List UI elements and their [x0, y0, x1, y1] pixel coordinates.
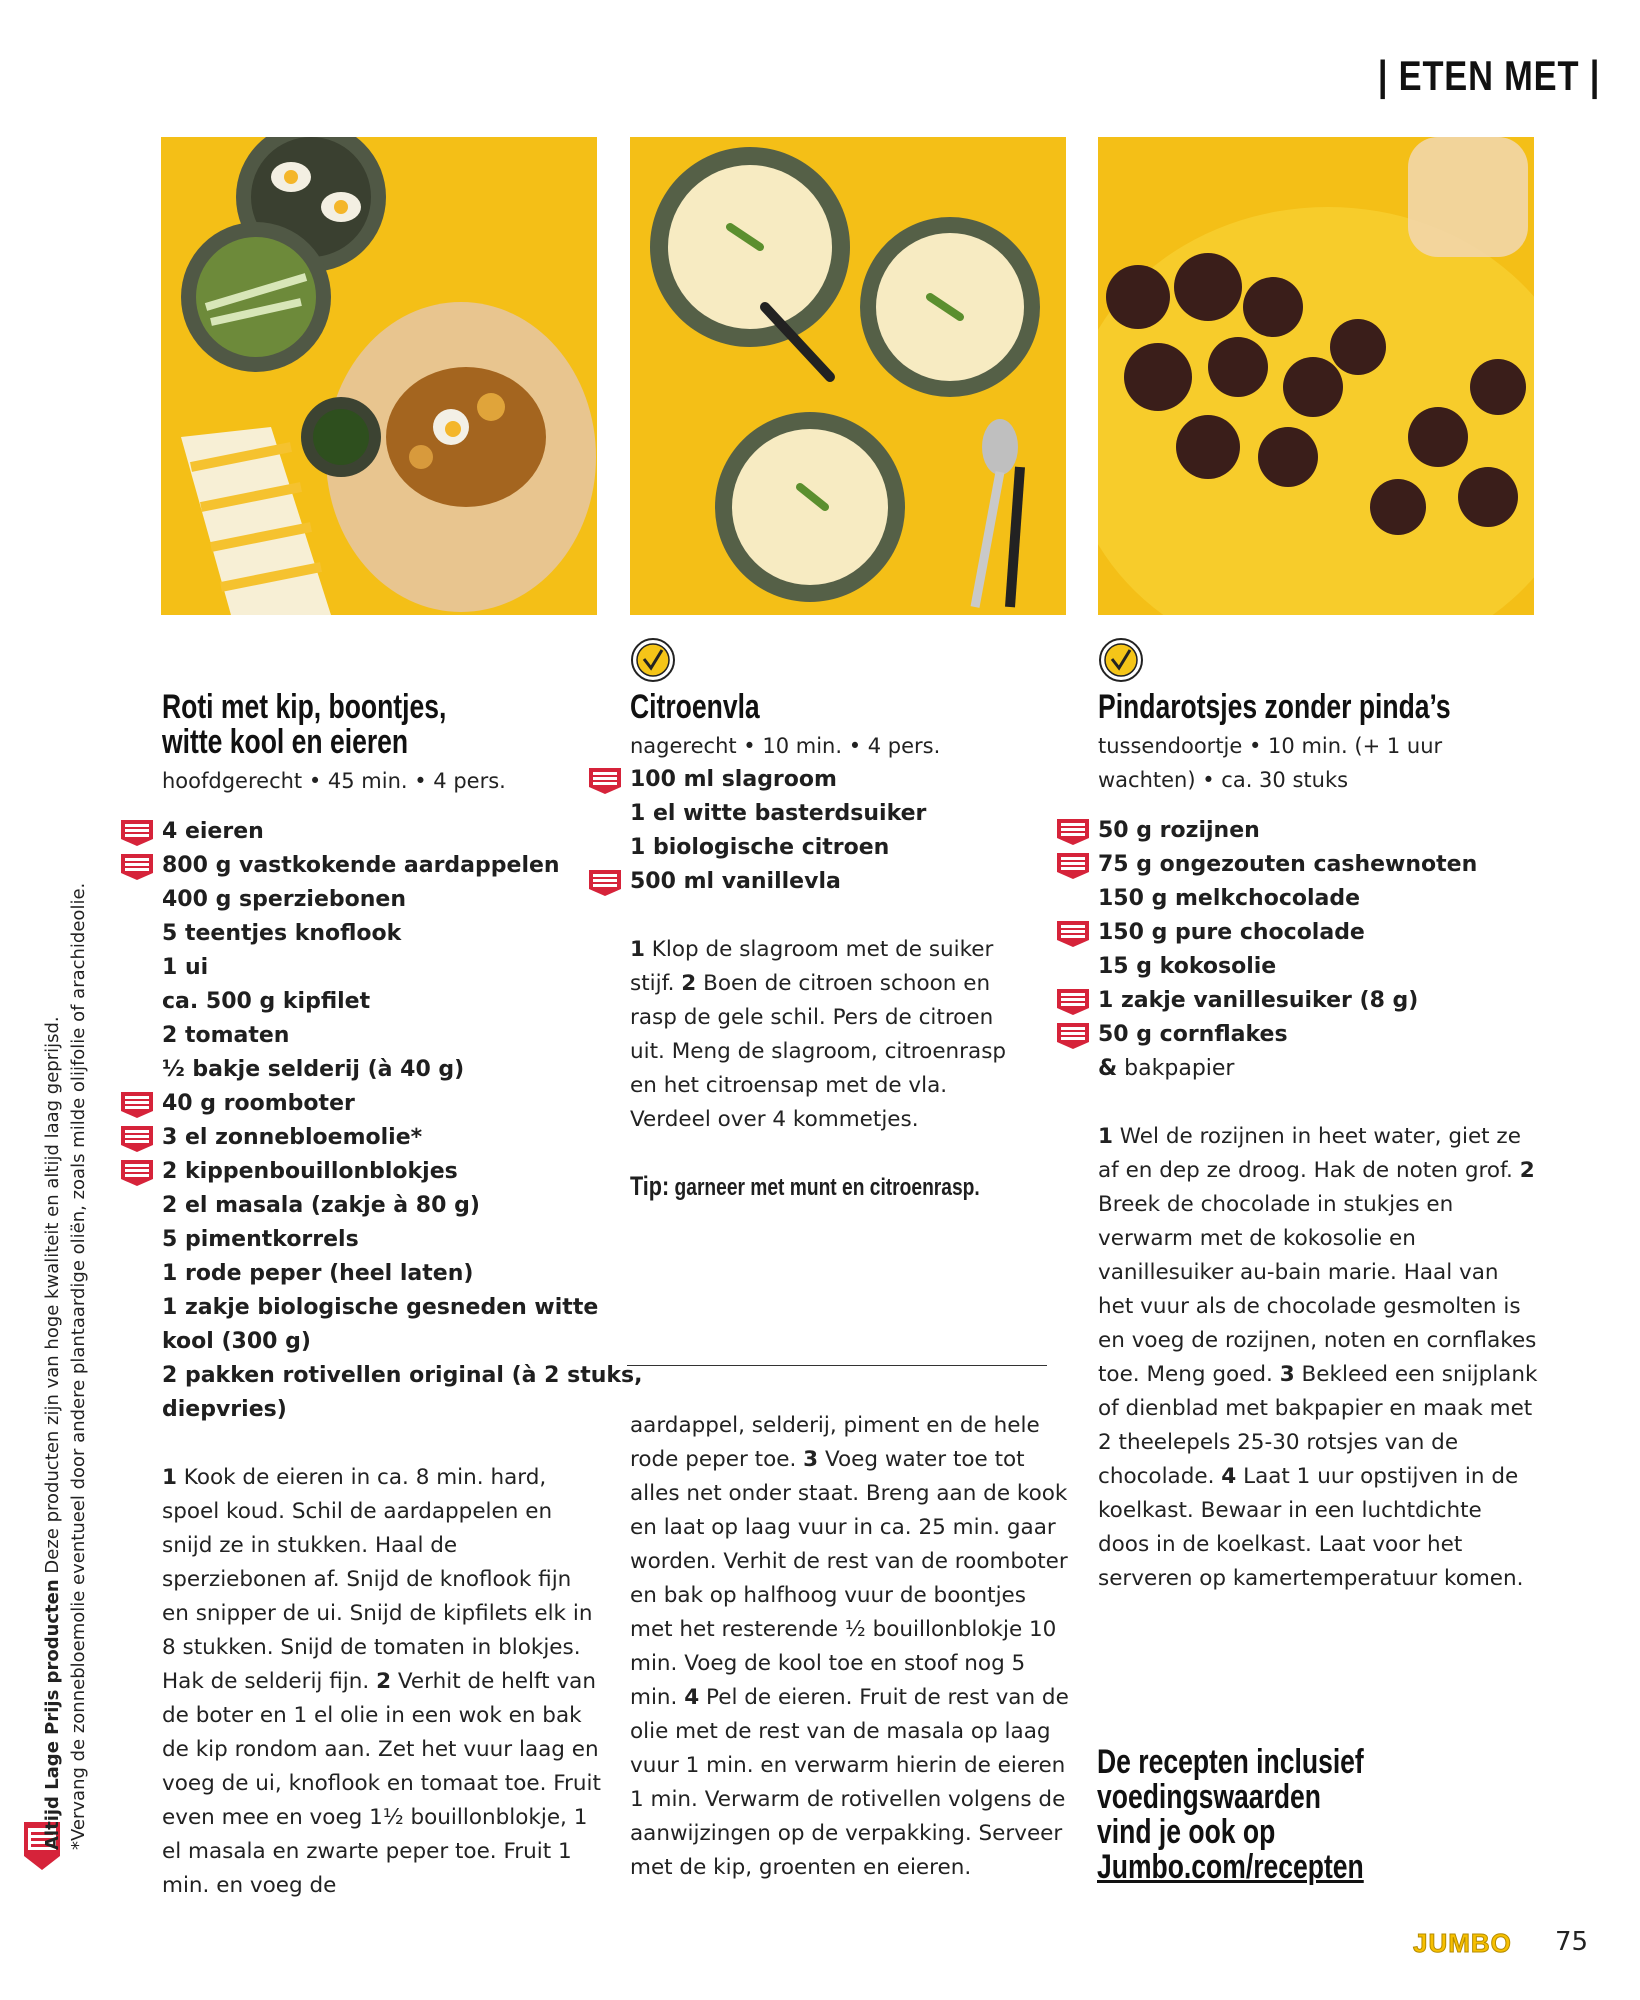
ingredient-text: 1 biologische citroen — [630, 835, 890, 860]
ingredient-text: 1 zakje vanillesuiker (8 g) — [1098, 988, 1419, 1013]
ingredient-item — [162, 917, 602, 951]
ingredient-item — [162, 1053, 602, 1087]
step-number: 2 — [681, 971, 697, 996]
recipe-title: Pindarotsjes zonder pinda’s — [1098, 688, 1451, 726]
ingredient-item — [162, 1257, 602, 1291]
ingredient-text: 5 pimentkorrels — [162, 1227, 359, 1252]
roti-photo — [161, 137, 597, 615]
ingredient-text: 150 g melkchocolade — [1098, 886, 1361, 911]
step-number: 4 — [684, 1685, 700, 1710]
altijd-lage-prijs-icon — [1056, 920, 1090, 948]
page-number: 75 — [1555, 1927, 1589, 1957]
ingredient-text: 100 ml slagroom — [630, 767, 837, 792]
step-text: Pel de eieren. Fruit de rest van de olie met de rest van de masala op laag vuur 1 min. en verwarm hierin de eieren 1 min. Verwarm de rotivellen volgens de aanwijzingen op de verpakking. Serveer met de kip, groenten en eieren. — [630, 1685, 1069, 1880]
promo-line: vind je ook op — [1097, 1813, 1276, 1851]
promo-line: De recepten inclusief — [1097, 1743, 1364, 1781]
altijd-lage-prijs-icon — [120, 853, 154, 881]
step-text: aardappel, selderij, piment en de hele rode peper toe. — [630, 1413, 1040, 1472]
step-text: Breek de chocolade in stukjes en verwarm met de kokosolie en vanillesuiker au-bain marie. Haal van het vuur als de chocolade gesmolten is en voeg de rozijnen, noten en cornflakes toe. Meng goed. — [1098, 1192, 1537, 1387]
vegetarian-check-icon — [630, 637, 676, 683]
ingredient-text: 800 g vastkokende aardappelen — [162, 853, 560, 878]
ingredient-item — [162, 1189, 602, 1223]
step-number: 2 — [376, 1669, 392, 1694]
altijd-lage-prijs-icon — [120, 1091, 154, 1119]
ingredient-item — [630, 865, 1070, 899]
ingredient-text: bakpapier — [1117, 1056, 1235, 1081]
ingredient-text: ca. 500 g kipfilet — [162, 989, 371, 1014]
ingredient-item — [1098, 984, 1538, 1018]
ingredient-text: 1 rode peper (heel laten) — [162, 1261, 474, 1286]
ingredient-item — [1098, 848, 1538, 882]
recipe-title — [162, 690, 599, 760]
ingredient-text: 5 teentjes knoflook — [162, 921, 402, 946]
ingredient-item — [1098, 882, 1538, 916]
ingredient-item — [162, 1325, 602, 1359]
ingredient-text: 4 eieren — [162, 819, 264, 844]
ingredient-text: 50 g rozijnen — [1098, 818, 1260, 843]
ingredient-item — [162, 849, 602, 883]
ingredient-text: 1 el witte basterdsuiker — [630, 801, 927, 826]
ingredient-text: 40 g roomboter — [162, 1091, 355, 1116]
ingredient-item — [630, 797, 1070, 831]
ingredient-item — [162, 951, 602, 985]
ingredient-list — [1098, 814, 1538, 1052]
ingredient-item — [162, 1019, 602, 1053]
step-number: 3 — [1279, 1362, 1295, 1387]
ingredient-text: 3 el zonnebloemolie* — [162, 1125, 423, 1150]
step-number: 1 — [162, 1465, 177, 1490]
recipe-meta: tussendoortje • 10 min. (+ 1 uur wachten) • ca. 30 stuks — [1098, 734, 1443, 792]
recipe-meta: hoofdgerecht • 45 min. • 4 pers. — [162, 769, 506, 793]
preparation-steps — [1098, 1120, 1538, 1596]
ingredient-item — [162, 1291, 602, 1325]
ingredient-item — [1098, 916, 1538, 950]
preparation-steps — [630, 1409, 1070, 1885]
jumbo-logo: JUMBO — [1413, 1928, 1512, 1958]
ingredient-text: 15 g kokosolie — [1098, 954, 1277, 979]
ingredient-text: 1 ui — [162, 955, 209, 980]
ingredient-item — [162, 883, 602, 917]
ingredient-item — [162, 1393, 602, 1427]
section-tag: | ETEN MET | — [1377, 52, 1600, 99]
recipe-title: Citroenvla — [630, 688, 760, 726]
altijd-lage-prijs-icon — [1056, 1022, 1090, 1050]
ingredient-text: 2 el masala (zakje à 80 g) — [162, 1193, 480, 1218]
ingredient-extra — [1098, 1052, 1538, 1086]
pindarotsjes-photo — [1098, 137, 1534, 615]
ingredient-item — [162, 1223, 602, 1257]
step-text: Kook de eieren in ca. 8 min. hard, spoel koud. Schil de aardappelen en snijd ze in stukken. Haal de sperziebonen af. Snijd de knoflook fijn en snipper de ui. Snijd de kipfilets elk in 8 stukken. Snijd de tomaten in blokjes. Hak de selderij fijn. — [162, 1465, 593, 1694]
title-line: witte kool en eieren — [162, 723, 409, 761]
citroenvla-photo — [630, 137, 1066, 615]
ampersand: & — [1098, 1056, 1118, 1081]
ingredient-item — [162, 1087, 602, 1121]
sidebar-note — [40, 800, 92, 1850]
altijd-lage-prijs-icon — [1056, 818, 1090, 846]
altijd-lage-prijs-icon — [1056, 852, 1090, 880]
recipe-citroenvla — [630, 690, 1070, 1202]
ingredient-list — [630, 763, 1070, 899]
ingredient-item — [162, 985, 602, 1019]
ingredient-text: 1 zakje biologische gesneden witte — [162, 1295, 599, 1320]
step-number: 4 — [1221, 1464, 1237, 1489]
ingredient-text: 2 kippenbouillonblokjes — [162, 1159, 458, 1184]
recipe-pindarotsjes — [1098, 690, 1538, 1596]
ingredient-text: diepvries) — [162, 1397, 287, 1422]
ingredient-item — [1098, 950, 1538, 984]
sidebar-bold: Altijd Lage Prijs producten — [42, 1579, 63, 1850]
ingredient-item — [630, 763, 1070, 797]
step-text: Voeg water toe tot alles net onder staat. Breng aan de kook en laat op laag vuur in ca. 25 min. gaar worden. Verhit de rest van de roomboter en bak op halfhoog vuur de boontjes met het resterende ½ bouillonblokje 10 min. Voeg de kool toe en stoof nog 5 min. — [630, 1447, 1068, 1710]
step-text: Boen de citroen schoon en rasp de gele schil. Pers de citroen uit. Meng de slagroom, citroenrasp en het citroensap met de vla. Verdeel over 4 kommetjes. — [630, 971, 1007, 1132]
altijd-lage-prijs-icon — [120, 1159, 154, 1187]
step-text: Wel de rozijnen in heet water, giet ze af en dep ze droog. Hak de noten grof. — [1098, 1124, 1521, 1183]
recipe-meta: nagerecht • 10 min. • 4 pers. — [630, 734, 941, 758]
vegetarian-check-icon — [1098, 637, 1144, 683]
preparation-steps — [162, 1461, 602, 1903]
step-number: 2 — [1519, 1158, 1535, 1183]
altijd-lage-prijs-icon — [120, 819, 154, 847]
ingredient-text: 50 g cornflakes — [1098, 1022, 1288, 1047]
divider — [627, 1365, 1047, 1366]
step-text: Verhit de helft van de boter en 1 el olie in een wok en bak de kip rondom aan. Zet het vuur laag en voeg de ui, knoflook en tomaat toe. Fruit even mee en voeg 1½ bouillonblokje, 1 el masala en zwarte peper toe. Fruit 1 min. en voeg de — [162, 1669, 601, 1898]
step-text: Bekleed een snijplank of dienblad met bakpapier en maak met 2 theelepels 25-30 rotsjes van de chocolade. — [1098, 1362, 1538, 1489]
ingredient-text: kool (300 g) — [162, 1329, 311, 1354]
ingredient-text: ½ bakje selderij (à 40 g) — [162, 1057, 465, 1082]
ingredient-text: 150 g pure chocolade — [1098, 920, 1365, 945]
ingredient-list — [162, 815, 643, 1427]
ingredient-item — [162, 1359, 643, 1393]
ingredient-item — [162, 1155, 602, 1189]
promo-block — [1097, 1745, 1409, 1885]
ingredient-item — [1098, 814, 1538, 848]
tip-label: Tip: — [630, 1171, 670, 1201]
ingredient-item — [1098, 1052, 1538, 1086]
sidebar-line — [40, 800, 66, 1850]
step-text: Laat 1 uur opstijven in de koelkast. Bewaar in een luchtdichte doos in de koelkast. Laat voor het serveren op kamertemperatuur komen. — [1098, 1464, 1524, 1591]
step-number: 1 — [1098, 1124, 1113, 1149]
altijd-lage-prijs-icon — [1056, 988, 1090, 1016]
tip — [630, 1171, 982, 1202]
ingredient-text: 400 g sperziebonen — [162, 887, 406, 912]
recipes-link[interactable]: Jumbo.com/recepten — [1097, 1848, 1364, 1886]
step-text: Klop de slagroom met de suiker stijf. — [630, 937, 994, 996]
ingredient-item — [1098, 1018, 1538, 1052]
altijd-lage-prijs-icon — [588, 767, 622, 795]
title-line: Roti met kip, boontjes, — [162, 688, 447, 726]
ingredient-text: 500 ml vanillevla — [630, 869, 841, 894]
ingredient-item — [630, 831, 1070, 865]
sidebar-footnote: *Vervang de zonnebloemolie eventueel door andere plantaardige oliën, zoals milde olijfolie of arachideolie. — [68, 882, 89, 1850]
ingredient-text: 2 pakken rotivellen original (à 2 stuks, — [162, 1363, 643, 1388]
ingredient-item — [162, 1121, 602, 1155]
recipe-roti — [162, 688, 643, 1903]
sidebar-text: Deze producten zijn van hoge kwaliteit en altijd laag geprijsd. — [42, 1016, 63, 1580]
altijd-lage-prijs-icon — [588, 869, 622, 897]
altijd-lage-prijs-icon — [120, 1125, 154, 1153]
promo-line: voedingswaarden — [1097, 1778, 1322, 1816]
preparation-steps — [630, 933, 1030, 1137]
recipe-roti-continued — [630, 1409, 1070, 1885]
ingredient-item — [162, 815, 602, 849]
tip-text: garneer met munt en citroenrasp. — [669, 1174, 980, 1201]
step-number: 3 — [803, 1447, 819, 1472]
step-number: 1 — [630, 937, 645, 962]
ingredient-text: 75 g ongezouten cashewnoten — [1098, 852, 1478, 877]
ingredient-text: 2 tomaten — [162, 1023, 290, 1048]
